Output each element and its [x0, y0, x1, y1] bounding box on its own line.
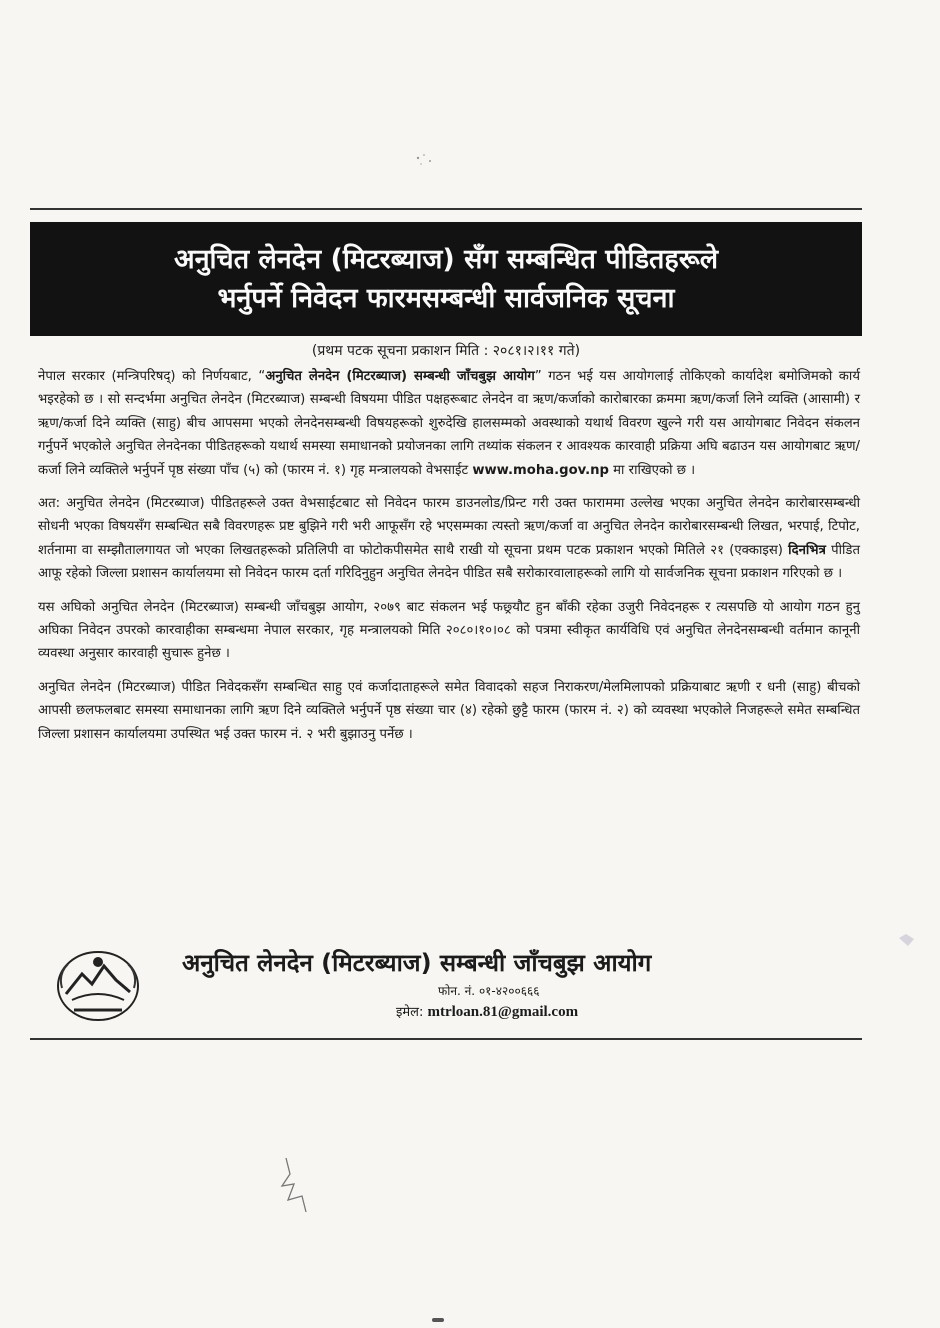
- ink-smudge: [410, 150, 440, 170]
- title-banner: [30, 222, 862, 336]
- deadline-emphasis: दिनभित्र: [788, 542, 826, 558]
- ink-smudge-right: [896, 930, 920, 950]
- p1-text-e: मा राखिएको छ ।: [608, 462, 696, 478]
- notice-body: [38, 365, 860, 756]
- commission-name: अनुचित लेनदेन (मिटरब्याज) सम्बन्धी जाँचबुझ आयोग: [182, 949, 652, 977]
- commission-name-inline: अनुचित लेनदेन (मिटरब्याज) सम्बन्धी जाँचबुझ आयोग: [265, 369, 535, 384]
- title-line-1: अनुचित लेनदेन (मिटरब्याज) सँग सम्बन्धित पीडितहरूले: [173, 243, 719, 275]
- p1-text-a: नेपाल सरकार (मन्त्रिपरिषद्) को निर्णयबाट, “: [38, 369, 266, 384]
- paragraph-4: अनुचित लेनदेन (मिटरब्याज) पीडित निवेदकसँग सम्बन्धित साहु एवं कर्जादाताहरूले समेत विवादको सहज निराकरण/मेलमिलापको प्रक्रियाबाट ऋणी र धनी (साहु) बीचको आपसी छलफलबाट समस्या समाधानका लागि ऋण दिने व्यक्तिले भर्नुपर्ने पृष्ठ संख्या चार (४) रहेको छुट्टै फारम (फारम नं. २) को व्यवस्था भएकोले निजहरूले समेत सम्बन्धित जिल्ला प्रशासन कार्यालयमा उपस्थित भई उक्त फारम नं. २ भरी बुझाउनु पर्नेछ ।: [38, 679, 860, 742]
- signature-footer: [40, 938, 860, 1033]
- public-notice: [30, 208, 862, 1040]
- p2-text-a: अत: अनुचित लेनदेन (मिटरब्याज) पीडितहरूले उक्त वेभसाईटबाट सो निवेदन फारम डाउनलोड/प्रिन्ट गरी उक्त फाराममा उल्लेख भएका अनुचित लेनदेन कारोबारसम्बन्धी सोधनी भएका विषयसँग सम्बन्धित सबै विवरणहरू प्रष्ट बुझिने गरी भरी आफूसँग रहे भएसम्मका त्यस्तो ऋण/कर्जा वा अनुचित लेनदेन कारोबारसम्बन्धी लिखत, भरपाई, टिपोट, शर्तनामा वा सम्झौतालगायत जो भएका लिखतहरूको प्रतिलिपी वा फोटोकपीसमेत साथै राखी यो सूचना प्रथम पटक प्रकाशन भएको मितिले २१ (एक्काइस): [38, 496, 860, 558]
- email-label: इमेल:: [396, 1005, 428, 1020]
- pen-scribble: [272, 1150, 332, 1220]
- paragraph-3: यस अघिको अनुचित लेनदेन (मिटरब्याज) सम्बन्धी जाँचबुझ आयोग, २०७९ बाट संकलन भई फछ्र्यौट हुन बाँकी रहेका उजुरी निवेदनहरू र त्यसपछि यो आयोग गठन हुनु अघिका निवेदन उपरको कारवाहीका सम्बन्धमा नेपाल सरकार, गृह मन्त्रालयको मिति २०८०।१०।०८ को पत्रमा स्वीकृत कार्यविधि एवं अनुचित लेनदेनसम्बन्धी वर्तमान कानूनी व्यवस्था अनुसार कारवाही सुचारू हुनेछ ।: [38, 599, 860, 662]
- p2-text-c: पीडित आफू रहेको जिल्ला प्रशासन कार्यालयमा सो निवेदन फारम दर्ता गरिदिनुहुन अनुचित लेनदेन पीडित सबै सरोकारवालाहरूको लागि यो सार्वजनिक सूचना प्रकाशन गरिएको छ ।: [38, 542, 860, 582]
- email-address[interactable]: mtrloan.81@gmail.com: [427, 1004, 579, 1020]
- title-line-2: भर्नुपर्ने निवेदन फारमसम्बन्धी सार्वजनिक सूचना: [217, 283, 675, 314]
- ink-dot: [432, 1318, 444, 1322]
- moha-website-link[interactable]: www.moha.gov.np: [472, 462, 609, 478]
- email-line: [396, 1002, 578, 1021]
- paragraph-2: [38, 492, 860, 586]
- paragraph-1: [38, 365, 860, 482]
- nepal-emblem-icon: [52, 944, 144, 1024]
- phone-number: फोन. नं. ०१-४२००६६६: [438, 984, 540, 998]
- p1-text-c: ” गठन भई यस आयोगलाई तोकिएको कार्यादेश बमोजिमको कार्य भइरहेको छ । सो सन्दर्भमा अनुचित लेनदेन (मिटरब्याज) सम्बन्धी विषयमा पीडित पक्षहरूबाट लेनदेन वा ऋण/कर्जाको कारोबारका क्रममा ऋण/कर्जा लिने व्यक्ति (आसामी) र ऋण/कर्जा दिने व्यक्ति (साहु) बीच आपसमा भएको लेनदेनसम्बन्धी विषयहरूको शुरुदेखि हालसम्मको अवस्थाको यथार्थ विवरण खुल्ने गरी यस आयोगबाट निवेदन संकलन गर्नुपर्ने भएकोले अनुचित लेनदेनका पीडितहरूको यथार्थ समस्या समाधानको प्रयोजनका लागि तथ्यांक संकलन र आवश्यक कारवाही प्रक्रिया अघि बढाउन यस आयोगबाट ऋण/कर्जा लिने व्यक्तिले भर्नुपर्ने पृष्ठ संख्या पाँच (५) को (फारम नं. १) गृह मन्त्रालयको वेभसाईट: [38, 369, 860, 478]
- publication-date: (प्रथम पटक सूचना प्रकाशन मिति : २०८१।२।११ गते): [311, 343, 581, 359]
